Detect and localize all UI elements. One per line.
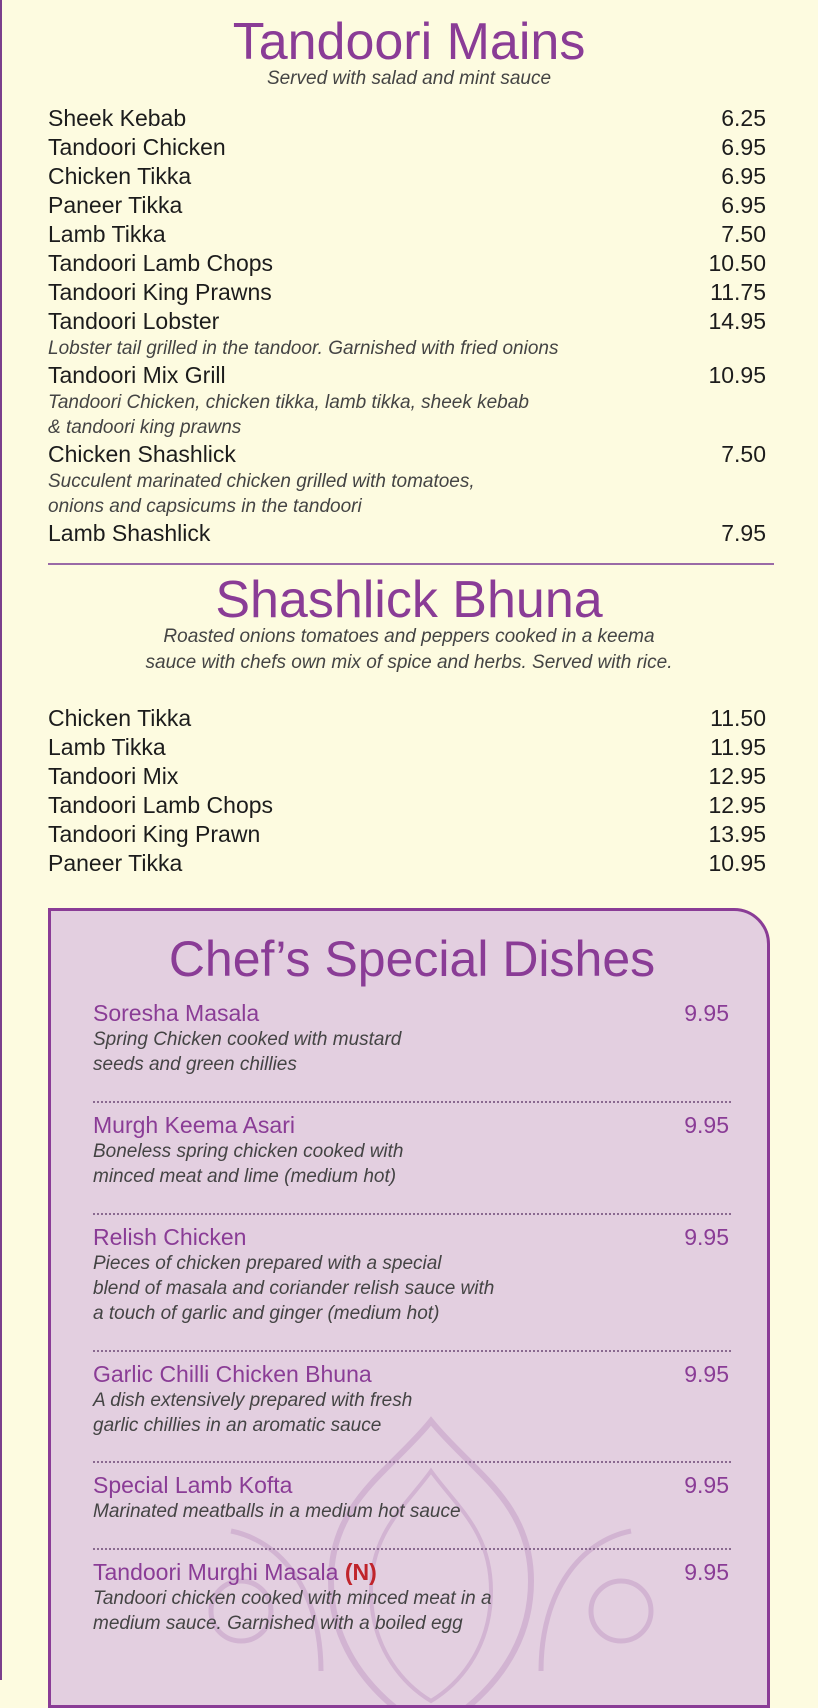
item-name: Lamb Shashlick — [48, 520, 211, 546]
special-item — [93, 1558, 729, 1636]
menu-item — [48, 820, 766, 849]
shashlick-bhuna-subtitle — [0, 624, 818, 676]
shashlick-bhuna-list — [48, 704, 766, 878]
item-name: Murgh Keema Asari — [93, 1112, 295, 1138]
menu-item — [48, 104, 766, 133]
item-name: Special Lamb Kofta — [93, 1472, 293, 1498]
item-name: Tandoori King Prawns — [48, 279, 272, 305]
item-price: 6.95 — [721, 192, 766, 218]
item-name: Soresha Masala — [93, 1000, 260, 1026]
item-price: 9.95 — [684, 1112, 729, 1138]
menu-item — [48, 220, 766, 249]
item-price: 11.75 — [710, 279, 766, 305]
item-description-line: minced meat and lime (medium hot) — [93, 1166, 397, 1187]
item-price: 9.95 — [684, 1361, 729, 1387]
item-name: Garlic Chilli Chicken Bhuna — [93, 1361, 372, 1387]
menu-item — [48, 849, 766, 878]
item-name: Tandoori Chicken — [48, 134, 226, 160]
item-name: Sheek Kebab — [48, 105, 187, 131]
menu-item — [48, 133, 766, 162]
item-price: 9.95 — [684, 1000, 729, 1026]
item-description-line: onions and capsicums in the tandoori — [48, 496, 362, 517]
item-price: 12.95 — [708, 763, 766, 789]
item-description-line: garlic chillies in an aromatic sauce — [93, 1415, 382, 1436]
item-description-line: Marinated meatballs in a medium hot sauce — [93, 1501, 461, 1522]
left-border — [0, 0, 2, 1680]
menu-item — [48, 519, 766, 548]
item-description-line: blend of masala and coriander relish sauce with — [93, 1278, 495, 1299]
item-name: Chicken Shashlick — [48, 441, 236, 467]
dotted-divider — [93, 1101, 731, 1103]
item-price: 7.95 — [721, 520, 766, 546]
item-price: 9.95 — [684, 1224, 729, 1250]
item-description-line: A dish extensively prepared with fresh — [93, 1390, 413, 1411]
item-price: 6.25 — [721, 105, 766, 131]
item-name: Tandoori Murghi Masala — [93, 1559, 339, 1585]
item-price: 10.95 — [708, 362, 766, 388]
tandoori-mains-list — [48, 104, 766, 548]
item-name: Paneer Tikka — [48, 192, 183, 218]
menu-item — [48, 278, 766, 307]
subtitle-line: Roasted onions tomatoes and peppers cooked in a keema — [163, 626, 655, 647]
item-name: Tandoori Lamb Chops — [48, 250, 274, 276]
subtitle-line: sauce with chefs own mix of spice and herbs. Served with rice. — [145, 652, 673, 673]
item-price: 6.95 — [721, 134, 766, 160]
item-name: Chicken Tikka — [48, 705, 192, 731]
dotted-divider — [93, 1461, 731, 1463]
menu-item — [48, 191, 766, 220]
item-name: Chicken Tikka — [48, 163, 192, 189]
dotted-divider — [93, 1350, 731, 1352]
item-name: Lamb Tikka — [48, 734, 166, 760]
dotted-divider — [93, 1548, 731, 1550]
menu-item — [48, 791, 766, 820]
chefs-specials-panel — [48, 908, 770, 1708]
item-name: Lamb Tikka — [48, 221, 166, 247]
menu-item — [48, 249, 766, 278]
special-item — [93, 1223, 729, 1326]
item-price: 10.95 — [708, 850, 766, 876]
item-description-line: Succulent marinated chicken grilled with tomatoes, — [48, 471, 475, 492]
item-price: 7.50 — [721, 441, 766, 467]
item-price: 7.50 — [721, 221, 766, 247]
item-description-line: Tandoori Chicken, chicken tikka, lamb tikka, sheek kebab — [48, 392, 529, 413]
dotted-divider — [93, 1213, 731, 1215]
item-price: 10.50 — [708, 250, 766, 276]
section-divider — [48, 563, 774, 565]
item-name: Relish Chicken — [93, 1224, 247, 1250]
shashlick-bhuna-title: Shashlick Bhuna — [215, 571, 603, 629]
item-name: Paneer Tikka — [48, 850, 183, 876]
item-price: 11.95 — [710, 734, 766, 760]
chefs-specials-title: Chef’s Special Dishes — [168, 931, 656, 987]
menu-item — [48, 440, 766, 469]
special-item — [93, 1111, 729, 1189]
item-name: Tandoori Mix — [48, 763, 179, 789]
nut-badge: (N) — [344, 1559, 377, 1585]
special-item — [93, 999, 729, 1077]
menu-item — [48, 704, 766, 733]
item-name: Tandoori Mix Grill — [48, 362, 226, 388]
special-item — [93, 1471, 729, 1524]
item-name: Tandoori Lamb Chops — [48, 792, 274, 818]
item-price: 9.95 — [684, 1559, 729, 1585]
menu-item — [48, 361, 766, 390]
item-description-line: a touch of garlic and ginger (medium hot) — [93, 1303, 440, 1324]
item-name: Tandoori Lobster — [48, 308, 220, 334]
menu-item — [48, 162, 766, 191]
item-price: 13.95 — [708, 821, 766, 847]
item-price: 12.95 — [708, 792, 766, 818]
item-name: Tandoori King Prawn — [48, 821, 261, 847]
item-price: 6.95 — [721, 163, 766, 189]
item-description-line: & tandoori king prawns — [48, 417, 242, 438]
item-description-line: medium sauce. Garnished with a boiled egg — [93, 1613, 463, 1634]
item-description-line: Spring Chicken cooked with mustard — [93, 1029, 402, 1050]
menu-item — [48, 733, 766, 762]
item-price: 11.50 — [710, 705, 766, 731]
item-description-line: Boneless spring chicken cooked with — [93, 1141, 404, 1162]
menu-item — [48, 307, 766, 336]
tandoori-mains-title: Tandoori Mains — [232, 13, 586, 71]
special-item — [93, 1360, 729, 1438]
item-description-line: Pieces of chicken prepared with a special — [93, 1253, 442, 1274]
item-price: 14.95 — [708, 308, 766, 334]
tandoori-mains-subtitle: Served with salad and mint sauce — [266, 68, 552, 89]
item-description-line: Tandoori chicken cooked with minced meat in a — [93, 1588, 492, 1609]
menu-item — [48, 762, 766, 791]
item-description: Lobster tail grilled in the tandoor. Garnished with fried onions — [48, 338, 559, 359]
item-price: 9.95 — [684, 1472, 729, 1498]
item-description-line: seeds and green chillies — [93, 1054, 297, 1075]
